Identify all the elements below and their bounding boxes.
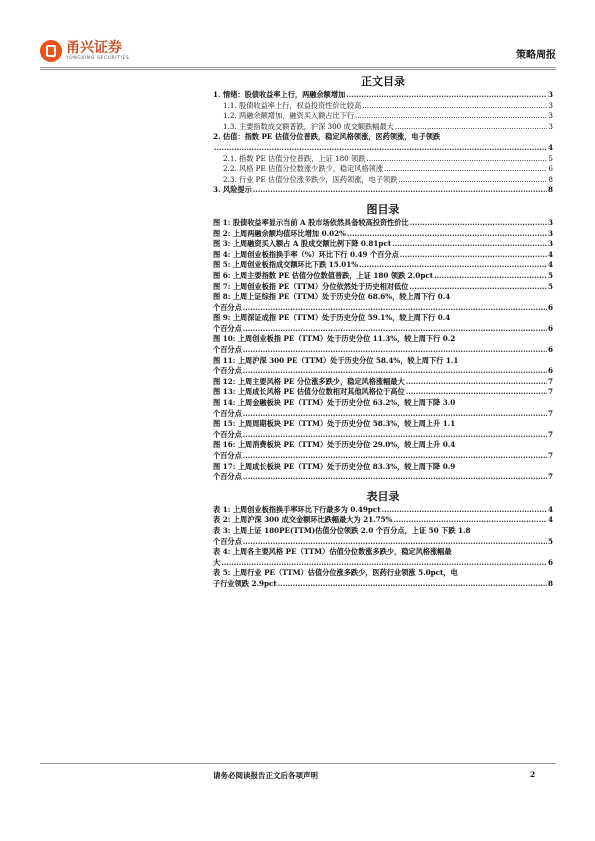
dot-leader xyxy=(346,90,547,101)
entry-page: 6 xyxy=(547,345,553,355)
toc-entry[interactable] xyxy=(213,101,553,112)
entry-page: 4 xyxy=(547,249,553,259)
entry-title: 图 1: 股债收益率显示当前 A 股市场依然具备较高投资性价比 xyxy=(213,217,409,227)
dot-leader xyxy=(243,409,547,420)
entry-page: 3 xyxy=(547,90,553,99)
toc-entry-wrapped[interactable] xyxy=(213,568,553,589)
toc-entry[interactable] xyxy=(213,175,553,186)
entry-title: 图 16: 上周消费板块 PE（TTM）处于历史分位 29.0%，较上周上升 0.4 xyxy=(213,440,456,450)
entry-title: 图 2: 上周两融余额均值环比增加 0.02% xyxy=(213,228,346,238)
toc-entry[interactable] xyxy=(213,239,553,250)
toc-entry-wrapped[interactable] xyxy=(213,356,553,377)
entry-title: 2.2. 风格 PE 估值分位数涨少跌少，稳定风格领涨 xyxy=(223,164,384,174)
entry-page: 4 xyxy=(547,260,553,270)
toc-entry[interactable] xyxy=(213,154,553,165)
entry-page: 3 xyxy=(547,239,553,249)
entry-title-cont: 个百分点 xyxy=(213,429,242,439)
entry-title: 图 17: 上周成长板块 PE（TTM）处于历史分位 83.3%，较上周下降 0.9 xyxy=(213,461,456,471)
entry-title: 2. 估值：指数 PE 估值分位普跌，稳定风格领涨，医药领涨，电子领跌 xyxy=(213,132,441,142)
entry-page: 3 xyxy=(547,228,553,238)
entry-page: 8 xyxy=(547,578,553,588)
entry-title: 图 10: 上周创业板指 PE（TTM）处于历史分位 11.3%，较上周下行 0.2 xyxy=(213,334,456,344)
entry-page: 7 xyxy=(547,387,553,397)
entry-page: 3 xyxy=(547,217,553,227)
dot-leader xyxy=(243,451,547,462)
dot-leader xyxy=(366,154,547,165)
toc-entry-wrapped[interactable] xyxy=(213,132,553,153)
entry-title: 1.2. 两融余额增加，融资买入额占比下行 xyxy=(223,111,355,121)
entry-title: 2.3. 行业 PE 估值分位涨多跌少，医药领涨，电子领跌 xyxy=(223,174,398,184)
entry-page: 5 xyxy=(547,270,553,280)
entry-page: 6 xyxy=(547,366,553,376)
footer-disclaimer: 请务必阅读报告正文后各项声明 xyxy=(213,771,318,780)
dot-leader xyxy=(243,345,547,356)
footer-divider xyxy=(40,763,556,764)
entry-title: 图 7: 上周创业板指 PE（TTM）分位依然处于历史相对低位 xyxy=(213,281,409,291)
toc-entry-wrapped[interactable] xyxy=(213,419,553,440)
entry-title-cont: 个百分点 xyxy=(213,302,242,312)
dot-leader xyxy=(243,324,547,335)
logo-cn-name: 甬兴证券 xyxy=(66,39,122,56)
toc-entry[interactable] xyxy=(213,377,553,388)
toc-entry-wrapped[interactable] xyxy=(213,292,553,313)
entry-title: 图 14: 上周金融板块 PE（TTM）处于历史分位 63.2%，较上周下降 3.0 xyxy=(213,398,456,408)
dot-leader xyxy=(392,239,547,250)
entry-title: 图 9: 上周深证成指 PE（TTM）处于历史分位 59.1%，较上周下行 0.4 xyxy=(213,313,451,323)
dot-leader xyxy=(398,175,547,186)
table-list xyxy=(213,505,553,590)
toc-entry[interactable] xyxy=(213,111,553,122)
entry-title: 图 12: 上周主要风格 PE 分位涨多跌少，稳定风格涨幅最大 xyxy=(213,376,405,386)
entry-page: 8 xyxy=(548,174,553,184)
entry-title-cont: 个百分点 xyxy=(213,323,242,333)
entry-page: 5 xyxy=(548,153,553,163)
entry-page: 7 xyxy=(547,472,553,482)
header-divider xyxy=(40,67,556,68)
page-number: 2 xyxy=(530,770,536,779)
toc-entry[interactable] xyxy=(213,164,553,175)
toc-entry[interactable] xyxy=(213,271,553,282)
toc-title: 正文目录 xyxy=(361,75,405,88)
entry-title-cont: 个百分点 xyxy=(213,345,242,355)
entry-title-cont: 个百分点 xyxy=(213,536,242,546)
dot-leader xyxy=(406,387,547,398)
page-header xyxy=(40,40,556,66)
entry-page: 3 xyxy=(548,121,553,131)
entry-title: 图 5: 上周创业板指成交额环比下跌 15.01% xyxy=(213,260,359,270)
logo-en-name: YONGXING SECURITIES xyxy=(66,55,130,61)
toc-entry[interactable] xyxy=(213,505,553,516)
toc-entry[interactable] xyxy=(213,122,553,133)
dot-leader xyxy=(434,271,547,282)
entry-page: 6 xyxy=(547,302,553,312)
entry-page: 7 xyxy=(547,376,553,386)
entry-title: 1.1. 股债收益率上行，权益投资性价比较高 xyxy=(223,100,362,110)
entry-page: 3 xyxy=(548,100,553,110)
toc-entry-wrapped[interactable] xyxy=(213,526,553,547)
toc-entry-wrapped[interactable] xyxy=(213,547,553,568)
entry-page: 4 xyxy=(547,142,553,152)
dot-leader xyxy=(347,229,547,240)
dot-leader xyxy=(359,260,547,271)
entry-title: 表 5: 上周行业 PE（TTM）估值分位涨多跌少，医药行业领涨 5.0pct，电 xyxy=(213,568,458,578)
entry-page: 8 xyxy=(547,185,553,195)
entry-title-cont: 个百分点 xyxy=(213,451,242,460)
entry-title-cont: 大 xyxy=(213,557,221,567)
entry-page: 5 xyxy=(547,281,553,291)
header-divider-secondary xyxy=(40,69,556,70)
entry-page: 6 xyxy=(548,164,553,174)
entry-title: 图 4: 上周创业板指换手率（%）环比下行 0.49 个百分点 xyxy=(213,249,399,259)
entry-title: 图 8: 上周上证综指 PE（TTM）处于历史分位 68.6%，较上周下行 0.4 xyxy=(213,292,451,302)
entry-title-cont: 个百分点 xyxy=(213,472,242,482)
entry-title-cont: 个百分点 xyxy=(213,408,242,418)
entry-title: 1. 情绪：股债收益率上行，两融余额增加 xyxy=(213,90,346,99)
toc-entry[interactable] xyxy=(213,515,553,526)
toc-entry[interactable] xyxy=(213,250,553,261)
logo-mark-icon xyxy=(40,40,62,62)
toc-entry[interactable] xyxy=(213,218,553,229)
entry-title: 表 4: 上周各主要风格 PE（TTM）估值分位数涨多跌少，稳定风格涨幅最 xyxy=(213,547,452,557)
toc-entry-wrapped[interactable] xyxy=(213,440,553,461)
dot-leader xyxy=(214,143,547,154)
report-type: 策略周报 xyxy=(516,50,556,61)
toc-entry-wrapped[interactable] xyxy=(213,313,553,334)
entry-page: 7 xyxy=(547,429,553,439)
dot-leader xyxy=(253,185,547,196)
entry-title: 表 3: 上周上证 180PE(TTM)估值分位领跌 2.0 个百分点，上证 50 下跌 1.8 xyxy=(213,525,471,535)
toc-entry[interactable] xyxy=(213,282,553,293)
figure-list xyxy=(213,218,553,483)
dot-leader xyxy=(400,250,547,261)
toc-entry[interactable] xyxy=(213,260,553,271)
entry-page: 6 xyxy=(547,323,553,333)
dot-leader xyxy=(410,218,547,229)
entry-page: 6 xyxy=(547,557,553,567)
entry-title: 图 15: 上周周期板块 PE（TTM）处于历史分位 58.3%，较上周上升 1.1 xyxy=(213,419,456,429)
dot-leader xyxy=(355,111,547,122)
toc-entry-wrapped[interactable] xyxy=(213,462,553,483)
entry-page: 4 xyxy=(547,504,553,514)
dot-leader xyxy=(406,377,547,388)
toc-entry[interactable] xyxy=(213,229,553,240)
dot-leader xyxy=(395,122,548,133)
dot-leader xyxy=(409,282,547,293)
dot-leader xyxy=(382,505,547,516)
toc-entry-wrapped[interactable] xyxy=(213,398,553,419)
dot-leader xyxy=(243,472,547,483)
toc-entry[interactable] xyxy=(213,185,553,196)
entry-title: 1.3. 主要指数成交额普跌，沪深 300 成交额跌幅最大 xyxy=(223,121,394,131)
dot-leader xyxy=(243,430,547,441)
toc-entry-wrapped[interactable] xyxy=(213,334,553,355)
toc-list xyxy=(213,90,553,196)
toc-entry[interactable] xyxy=(213,387,553,398)
toc-entry[interactable] xyxy=(213,90,553,101)
entry-title: 3. 风险提示 xyxy=(213,185,252,195)
entry-page: 4 xyxy=(547,515,553,525)
entry-title: 图 13: 上周成长风格 PE 估值分位数相对其他风格位于高位 xyxy=(213,387,405,397)
entry-page: 7 xyxy=(547,451,553,460)
dot-leader xyxy=(243,537,547,548)
contents-area xyxy=(213,74,553,590)
dot-leader xyxy=(384,164,547,175)
tables-title: 表目录 xyxy=(366,489,400,503)
company-logo xyxy=(40,40,129,62)
figures-title: 图目录 xyxy=(366,202,400,216)
entry-title: 2.1. 指数 PE 估值分位普跌，上证 180 领跌 xyxy=(223,153,366,163)
dot-leader xyxy=(362,101,547,112)
entry-title: 图 3: 上周融资买入额占 A 股成交额比例下降 0.81pct xyxy=(213,239,392,249)
entry-title-cont: 个百分点 xyxy=(213,366,242,376)
dot-leader xyxy=(221,558,547,569)
entry-page: 5 xyxy=(547,536,553,546)
dot-leader xyxy=(278,579,547,590)
entry-page: 7 xyxy=(547,408,553,418)
dot-leader xyxy=(243,366,547,377)
dot-leader xyxy=(394,515,547,526)
entry-title: 表 2: 上周沪深 300 成交金额环比跌幅最大为 21.75% xyxy=(213,515,393,525)
dot-leader xyxy=(243,303,547,314)
entry-title: 图 11: 上周沪深 300 PE（TTM）处于历史分位 58.4%，较上周下行 1.1 xyxy=(213,355,459,365)
entry-title-cont: 子行业领跌 2.9pct xyxy=(213,578,277,588)
entry-title: 图 6: 上周主要指数 PE 估值分位数值普跌，上证 180 领跌 2.0pct xyxy=(213,270,434,280)
entry-page: 3 xyxy=(548,111,553,121)
entry-title: 表 1: 上周创业板指换手率环比下行最多为 0.49pct xyxy=(213,504,381,514)
